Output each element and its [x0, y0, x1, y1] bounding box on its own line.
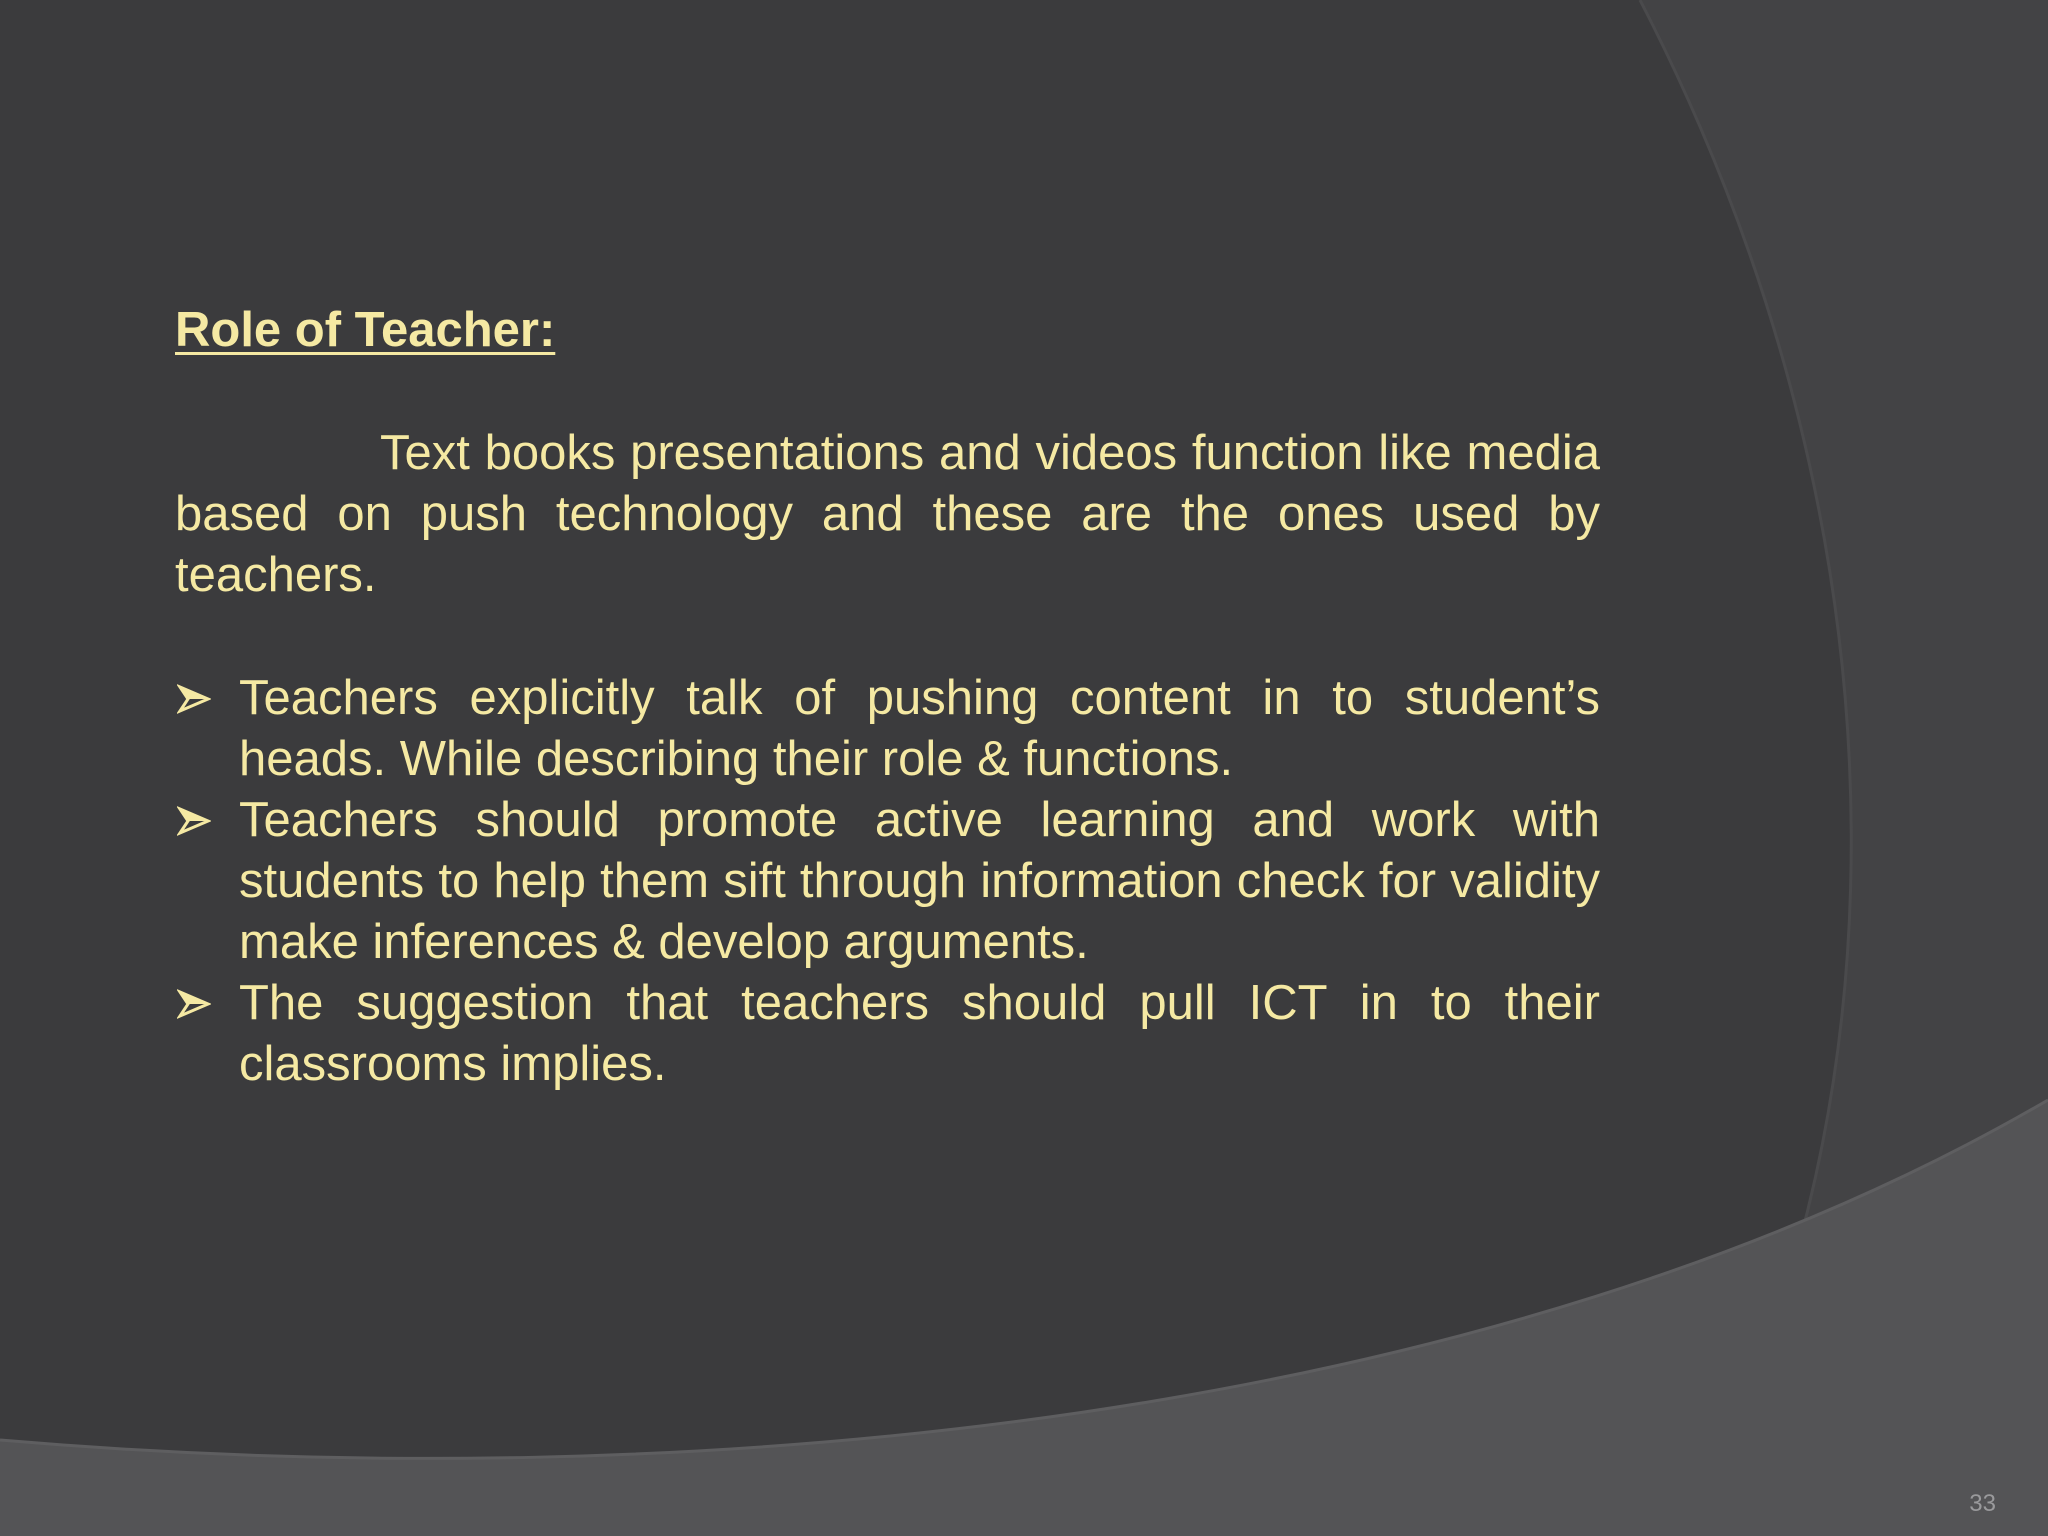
bullet-text: Teachers should promote active learning and work with students to help them sift through information check for validity make inferences & develop arguments.	[239, 793, 1600, 969]
bullet-text: Teachers explicitly talk of pushing content in to student’s heads. While describing their role & functions.	[239, 671, 1600, 786]
bullet-item	[175, 668, 1600, 790]
intro-paragraph: Text books presentations and videos function like media based on push technology and these are the ones used by teachers.	[175, 426, 1600, 602]
bullet-item	[175, 973, 1600, 1095]
page-number: 33	[1969, 1490, 1996, 1517]
arrowhead-bullet-icon	[177, 668, 217, 729]
bullet-item	[175, 790, 1600, 973]
slide-content	[175, 300, 1600, 1095]
arrowhead-bullet-icon	[177, 790, 217, 851]
bullet-text: The suggestion that teachers should pull ICT in to their classrooms implies.	[239, 976, 1600, 1091]
arrowhead-bullet-icon	[177, 973, 217, 1034]
slide-heading: Role of Teacher:	[175, 303, 556, 357]
bullet-list	[175, 668, 1600, 1095]
